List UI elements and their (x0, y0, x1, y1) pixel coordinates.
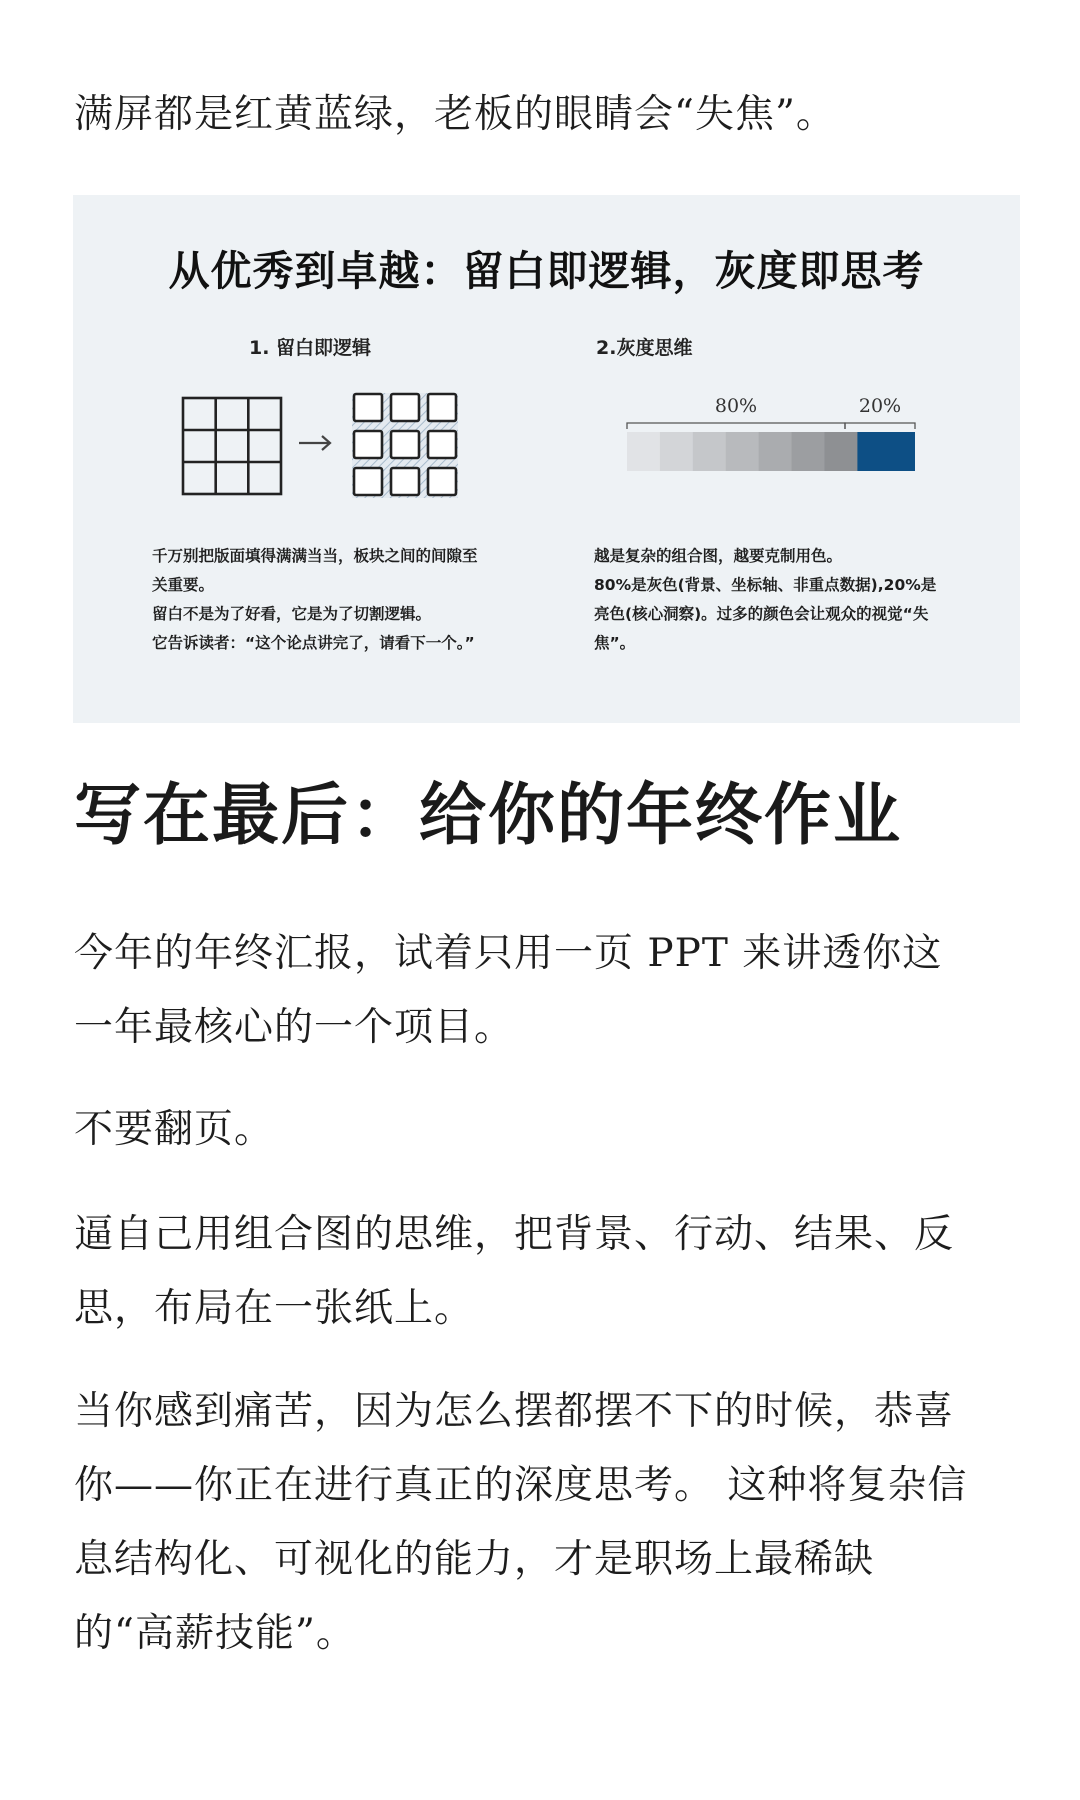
gray-swatch (693, 432, 726, 471)
body-paragraph (74, 1198, 1014, 1346)
section1-line: 千万别把版面填得满满当当，板块之间的间隙至 (152, 547, 478, 565)
bar-brackets (627, 423, 915, 429)
paragraph-line: 一年最核心的一个项目。 (74, 1005, 515, 1050)
body-paragraph (74, 1093, 1014, 1167)
paragraph-line: 逼自己用组合图的思维，把背景、行动、结果、反 (74, 1212, 955, 1257)
gray-swatch (792, 432, 825, 471)
paragraph-line: 不要翻页。 (74, 1107, 275, 1152)
section1-line: 留白不是为了好看，它是为了切割逻辑。 (152, 605, 432, 623)
paragraph-line: 你——你正在进行真正的深度思考。 这种将复杂信 (74, 1463, 968, 1508)
section2-line: 焦”。 (594, 634, 636, 652)
accent-share-label: 20% (858, 395, 902, 417)
section1-heading: 1. 留白即逻辑 (249, 337, 372, 359)
spaced-grid-icon (352, 393, 458, 498)
section2-line: 亮色(核心洞察)。过多的颜色会让观众的视觉“失 (594, 605, 929, 623)
gray-swatch (660, 432, 693, 471)
section1-line: 它告诉读者：“这个论点讲完了，请看下一个。” (152, 634, 475, 652)
paragraph-line: 今年的年终汇报，试着只用一页 PPT 来讲透你这 (74, 931, 943, 976)
section-heading: 写在最后：给你的年终作业 (74, 775, 902, 854)
section2-line: 越是复杂的组合图，越要克制用色。 (594, 547, 843, 565)
section1-line: 关重要。 (152, 576, 215, 594)
gray-swatch (726, 432, 759, 471)
gray-swatch (627, 432, 660, 471)
intro-paragraph: 满屏都是红黄蓝绿，老板的眼睛会“失焦”。 (74, 92, 836, 137)
infographic-title: 从优秀到卓越：留白即逻辑，灰度即思考 (168, 247, 925, 295)
gray-scale-bar (627, 432, 915, 471)
section1-text (152, 542, 512, 658)
infographic-card (73, 195, 1020, 723)
section2-heading: 2.灰度思维 (596, 337, 693, 359)
paragraph-line: 的“高薪技能”。 (74, 1611, 356, 1656)
arrow-right-icon (299, 436, 330, 450)
gray-swatch (759, 432, 792, 471)
gray-swatch (824, 432, 857, 471)
dense-grid-icon (183, 398, 281, 494)
paragraph-line: 思，布局在一张纸上。 (74, 1286, 475, 1331)
paragraph-line: 当你感到痛苦，因为怎么摆都摆不下的时候，恭喜 (74, 1389, 955, 1434)
paragraph-line: 息结构化、可视化的能力，才是职场上最稀缺 (74, 1537, 875, 1582)
body-paragraph (74, 917, 1014, 1065)
accent-swatch (857, 432, 915, 471)
body-paragraph (74, 1375, 1014, 1671)
section2-line: 80%是灰色(背景、坐标轴、非重点数据),20%是 (594, 576, 937, 594)
gray-share-label: 80% (714, 395, 758, 417)
section2-text (594, 542, 954, 658)
